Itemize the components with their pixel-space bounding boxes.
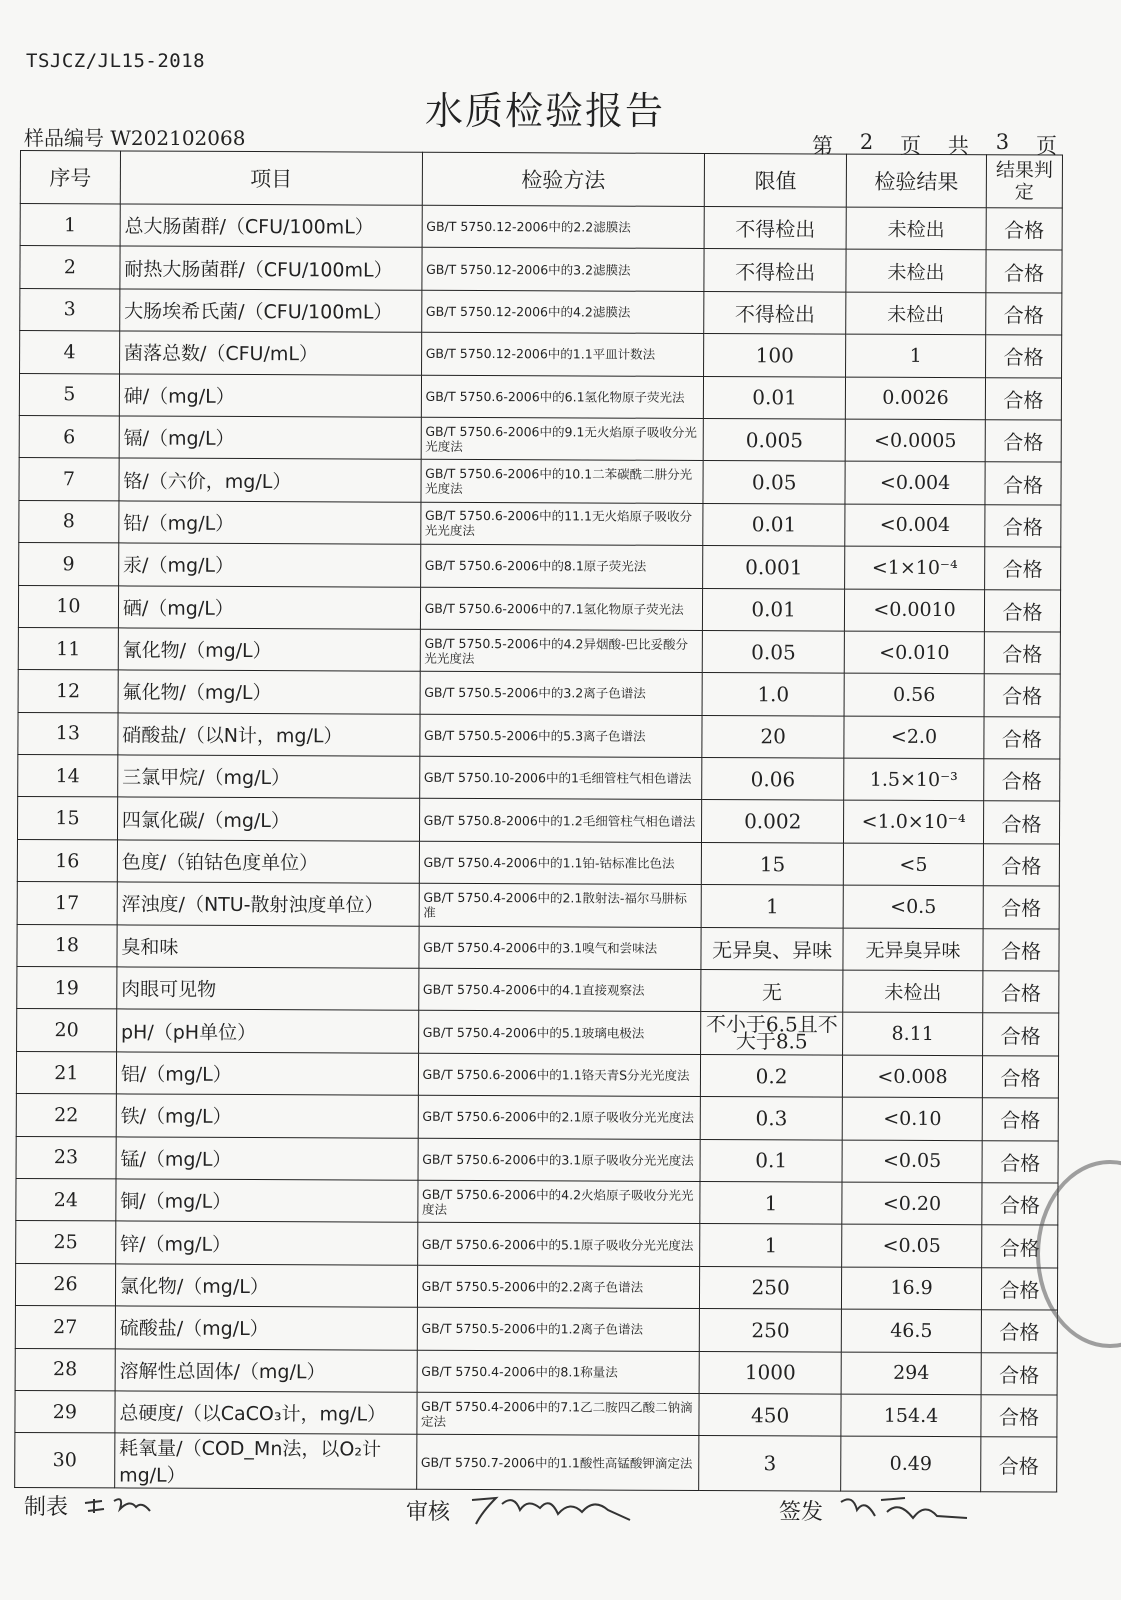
page-unit: 页 bbox=[900, 134, 922, 158]
row-result: 未检出 bbox=[846, 207, 986, 250]
row-result: <5 bbox=[843, 843, 983, 886]
row-method: GB/T 5750.6-2006中的9.1无火焰原子吸收分光光度法 bbox=[421, 417, 704, 461]
row-verdict: 合格 bbox=[981, 1395, 1057, 1438]
row-result: <0.0005 bbox=[845, 419, 985, 462]
document-code: TSJCZ/JL15-2018 bbox=[26, 50, 206, 72]
row-number: 11 bbox=[18, 627, 118, 670]
row-method: GB/T 5750.5-2006中的5.3离子色谱法 bbox=[419, 714, 702, 758]
row-verdict: 合格 bbox=[981, 1267, 1057, 1310]
row-result: <0.0010 bbox=[844, 589, 984, 632]
row-limit: 0.01 bbox=[703, 503, 845, 546]
page-prefix: 第 bbox=[812, 134, 833, 158]
row-result: <1.0×10⁻⁴ bbox=[844, 801, 984, 844]
row-verdict: 合格 bbox=[984, 589, 1060, 632]
row-item: 耐热大肠菌群/（CFU/100mL） bbox=[120, 246, 422, 290]
row-method: GB/T 5750.4-2006中的2.1散射法-福尔马肼标准 bbox=[419, 883, 702, 927]
row-verdict: 合格 bbox=[985, 547, 1061, 590]
table-row bbox=[16, 1221, 1058, 1268]
row-limit: 无 bbox=[701, 970, 843, 1013]
row-verdict: 合格 bbox=[984, 716, 1060, 759]
row-verdict: 合格 bbox=[985, 420, 1061, 463]
row-verdict: 合格 bbox=[983, 928, 1059, 971]
table-row bbox=[15, 1348, 1057, 1395]
row-method: GB/T 5750.12-2006中的1.1平皿计数法 bbox=[421, 332, 704, 376]
total-prefix: 共 bbox=[947, 134, 969, 158]
row-method: GB/T 5750.6-2006中的4.2火焰原子吸收分光光度法 bbox=[417, 1180, 700, 1224]
table-row bbox=[20, 288, 1062, 335]
page-number: 2 bbox=[859, 130, 874, 154]
row-limit: 1.0 bbox=[702, 673, 844, 716]
row-item: 铝/（mg/L） bbox=[116, 1052, 418, 1096]
row-number: 24 bbox=[16, 1178, 116, 1221]
row-limit: 0.002 bbox=[702, 800, 844, 843]
row-item: 硝酸盐/（以N计，mg/L） bbox=[118, 713, 420, 757]
header-method: 检验方法 bbox=[422, 152, 705, 206]
row-limit: 1 bbox=[700, 1224, 842, 1267]
table-row bbox=[16, 1094, 1058, 1141]
table-row bbox=[16, 1051, 1058, 1098]
row-result: 0.0026 bbox=[845, 377, 985, 420]
row-result: 8.11 bbox=[843, 1013, 983, 1056]
row-method: GB/T 5750.4-2006中的4.1直接观察法 bbox=[418, 968, 701, 1012]
row-method: GB/T 5750.5-2006中的2.2离子色谱法 bbox=[417, 1265, 700, 1309]
row-limit: 0.05 bbox=[702, 630, 844, 673]
row-number: 3 bbox=[20, 288, 120, 331]
row-verdict: 合格 bbox=[984, 632, 1060, 675]
row-verdict: 合格 bbox=[984, 674, 1060, 717]
row-result: 未检出 bbox=[846, 292, 986, 335]
row-number: 16 bbox=[17, 839, 117, 882]
row-item: 锰/（mg/L） bbox=[116, 1137, 418, 1181]
row-number: 2 bbox=[20, 246, 120, 289]
row-item: 铜/（mg/L） bbox=[116, 1179, 418, 1223]
row-limit: 0.06 bbox=[702, 758, 844, 801]
row-number: 26 bbox=[15, 1263, 115, 1306]
total-unit: 页 bbox=[1035, 134, 1057, 158]
row-item: 铅/（mg/L） bbox=[119, 501, 421, 545]
row-result: <0.20 bbox=[842, 1182, 982, 1225]
row-item: 铬/（六价，mg/L） bbox=[119, 458, 421, 502]
row-verdict: 合格 bbox=[986, 335, 1062, 378]
row-limit: 不得检出 bbox=[704, 291, 846, 334]
row-result: <1×10⁻⁴ bbox=[845, 546, 985, 589]
row-method: GB/T 5750.10-2006中的1毛细管柱气相色谱法 bbox=[419, 756, 702, 800]
row-method: GB/T 5750.6-2006中的7.1氢化物原子荧光法 bbox=[420, 587, 703, 631]
row-result: <2.0 bbox=[844, 716, 984, 759]
row-verdict: 合格 bbox=[982, 1225, 1058, 1268]
row-method: GB/T 5750.12-2006中的4.2滤膜法 bbox=[421, 290, 704, 334]
row-limit: 3 bbox=[699, 1436, 841, 1492]
table-row bbox=[18, 712, 1060, 759]
row-verdict: 合格 bbox=[981, 1437, 1057, 1492]
row-item: 色度/（铂钴色度单位） bbox=[117, 840, 419, 884]
table-header-row bbox=[20, 151, 1062, 209]
header-item: 项目 bbox=[120, 151, 422, 205]
reviewed-label: 审核 bbox=[406, 1499, 451, 1525]
issued-label: 签发 bbox=[779, 1499, 824, 1525]
row-limit: 不得检出 bbox=[704, 206, 846, 249]
row-method: GB/T 5750.6-2006中的3.1原子吸收分光光度法 bbox=[418, 1138, 701, 1182]
table-row bbox=[17, 1009, 1059, 1056]
total-pages: 3 bbox=[995, 130, 1010, 154]
row-result: <0.008 bbox=[842, 1055, 982, 1098]
row-result: <0.010 bbox=[844, 631, 984, 674]
report-title: 水质检验报告 bbox=[424, 89, 665, 133]
table-row bbox=[15, 1306, 1057, 1353]
table-row bbox=[16, 1136, 1058, 1183]
row-number: 4 bbox=[20, 331, 120, 374]
row-number: 8 bbox=[19, 500, 119, 543]
row-number: 18 bbox=[17, 924, 117, 967]
row-method: GB/T 5750.6-2006中的10.1二苯碳酰二肼分光光度法 bbox=[421, 460, 704, 504]
row-limit: 20 bbox=[702, 715, 844, 758]
row-result: 未检出 bbox=[843, 970, 983, 1013]
row-method: GB/T 5750.4-2006中的8.1称量法 bbox=[417, 1350, 700, 1394]
row-method: GB/T 5750.12-2006中的2.2滤膜法 bbox=[422, 205, 705, 249]
row-limit: 450 bbox=[699, 1393, 841, 1436]
row-number: 30 bbox=[15, 1433, 115, 1488]
row-limit: 0.005 bbox=[703, 418, 845, 461]
row-item: 硫酸盐/（mg/L） bbox=[115, 1306, 417, 1350]
row-item: 锌/（mg/L） bbox=[116, 1221, 418, 1265]
row-item: 硒/（mg/L） bbox=[118, 585, 420, 629]
table-row bbox=[17, 924, 1059, 971]
row-verdict: 合格 bbox=[986, 208, 1062, 251]
row-result: 16.9 bbox=[842, 1267, 982, 1310]
row-item: 氰化物/（mg/L） bbox=[118, 628, 420, 672]
row-item: 总硬度/（以CaCO₃计，mg/L） bbox=[115, 1391, 417, 1435]
row-method: GB/T 5750.4-2006中的3.1嗅气和尝味法 bbox=[419, 926, 702, 970]
row-method: GB/T 5750.4-2006中的7.1乙二胺四乙酸二钠滴定法 bbox=[417, 1392, 700, 1436]
issued-by bbox=[779, 1490, 975, 1530]
row-number: 10 bbox=[18, 585, 118, 628]
header-verdict: 结果判定 bbox=[986, 155, 1062, 208]
table-row bbox=[19, 543, 1061, 590]
row-result: 0.56 bbox=[844, 673, 984, 716]
table-row bbox=[19, 415, 1061, 462]
table-row bbox=[20, 204, 1062, 251]
table-row bbox=[17, 967, 1059, 1014]
results-table bbox=[14, 150, 1063, 1493]
row-result: 未检出 bbox=[846, 249, 986, 292]
row-limit: 0.05 bbox=[703, 461, 845, 504]
row-number: 7 bbox=[19, 458, 119, 501]
row-verdict: 合格 bbox=[985, 462, 1061, 505]
row-result: <0.10 bbox=[842, 1097, 982, 1140]
row-item: 氟化物/（mg/L） bbox=[118, 670, 420, 714]
row-item: 四氯化碳/（mg/L） bbox=[117, 797, 419, 841]
row-number: 5 bbox=[19, 373, 119, 416]
row-number: 1 bbox=[20, 204, 120, 247]
row-item: 肉眼可见物 bbox=[117, 967, 419, 1011]
row-number: 6 bbox=[19, 415, 119, 458]
header-result: 检验结果 bbox=[846, 154, 986, 208]
row-item: 砷/（mg/L） bbox=[119, 373, 421, 417]
row-result: 46.5 bbox=[841, 1309, 981, 1352]
row-method: GB/T 5750.7-2006中的1.1酸性高锰酸钾滴定法 bbox=[416, 1435, 699, 1491]
row-number: 29 bbox=[15, 1390, 115, 1433]
row-number: 14 bbox=[18, 755, 118, 798]
row-item: 菌落总数/（CFU/mL） bbox=[119, 331, 421, 375]
row-result: <0.5 bbox=[843, 885, 983, 928]
row-result: <0.05 bbox=[842, 1224, 982, 1267]
row-verdict: 合格 bbox=[984, 759, 1060, 802]
row-method: GB/T 5750.5-2006中的1.2离子色谱法 bbox=[417, 1307, 700, 1351]
row-item: 镉/（mg/L） bbox=[119, 416, 421, 460]
row-limit: 0.3 bbox=[700, 1097, 842, 1140]
row-verdict: 合格 bbox=[981, 1310, 1057, 1353]
table-row bbox=[17, 797, 1059, 844]
row-limit: 250 bbox=[700, 1266, 842, 1309]
row-result: <0.004 bbox=[845, 461, 985, 504]
row-item: 大肠埃希氏菌/（CFU/100mL） bbox=[120, 289, 422, 333]
table-row bbox=[19, 500, 1061, 547]
row-verdict: 合格 bbox=[982, 1140, 1058, 1183]
row-verdict: 合格 bbox=[986, 292, 1062, 335]
table-row bbox=[18, 670, 1060, 717]
row-verdict: 合格 bbox=[986, 250, 1062, 293]
row-verdict: 合格 bbox=[983, 1013, 1059, 1056]
sample-number-line bbox=[24, 122, 245, 151]
prepared-signature bbox=[80, 1491, 160, 1521]
row-verdict: 合格 bbox=[982, 1098, 1058, 1141]
row-limit: 1000 bbox=[699, 1351, 841, 1394]
results-body bbox=[15, 204, 1063, 1493]
row-verdict: 合格 bbox=[982, 1056, 1058, 1099]
table-row bbox=[15, 1433, 1057, 1493]
table-row bbox=[18, 627, 1060, 674]
row-number: 25 bbox=[16, 1221, 116, 1264]
row-method: GB/T 5750.4-2006中的1.1铂-钴标准比色法 bbox=[419, 841, 702, 885]
reviewed-signature bbox=[462, 1490, 642, 1530]
row-item: 总大肠菌群/（CFU/100mL） bbox=[120, 204, 422, 248]
row-method: GB/T 5750.6-2006中的2.1原子吸收分光光度法 bbox=[418, 1095, 701, 1139]
row-item: 溶解性总固体/（mg/L） bbox=[115, 1348, 417, 1392]
row-number: 21 bbox=[16, 1051, 116, 1094]
table-row bbox=[16, 1178, 1058, 1225]
row-method: GB/T 5750.8-2006中的1.2毛细管柱气相色谱法 bbox=[419, 799, 702, 843]
row-limit: 250 bbox=[699, 1309, 841, 1352]
row-item: pH/（pH单位） bbox=[116, 1009, 418, 1053]
row-method: GB/T 5750.6-2006中的11.1无火焰原子吸收分光光度法 bbox=[420, 502, 703, 546]
row-result: 1 bbox=[846, 334, 986, 377]
row-verdict: 合格 bbox=[983, 844, 1059, 887]
table-row bbox=[19, 373, 1061, 420]
row-method: GB/T 5750.6-2006中的8.1原子荧光法 bbox=[420, 544, 703, 588]
row-result: <0.004 bbox=[845, 504, 985, 547]
row-result: 1.5×10⁻³ bbox=[844, 758, 984, 801]
row-verdict: 合格 bbox=[983, 971, 1059, 1014]
row-item: 臭和味 bbox=[117, 925, 419, 969]
row-result: 154.4 bbox=[841, 1394, 981, 1437]
row-result: 294 bbox=[841, 1352, 981, 1395]
table-row bbox=[18, 585, 1060, 632]
row-number: 13 bbox=[18, 712, 118, 755]
row-method: GB/T 5750.12-2006中的3.2滤膜法 bbox=[422, 248, 705, 292]
row-number: 28 bbox=[15, 1348, 115, 1391]
row-item: 氯化物/（mg/L） bbox=[115, 1264, 417, 1308]
row-verdict: 合格 bbox=[985, 377, 1061, 420]
row-verdict: 合格 bbox=[983, 886, 1059, 929]
row-item: 浑浊度/（NTU-散射浊度单位） bbox=[117, 882, 419, 926]
row-limit: 15 bbox=[702, 842, 844, 885]
row-limit: 0.01 bbox=[704, 376, 846, 419]
prepared-by bbox=[24, 1490, 160, 1521]
row-number: 22 bbox=[16, 1094, 116, 1137]
row-result: 无异臭异味 bbox=[843, 928, 983, 971]
row-limit: 无异臭、异味 bbox=[701, 927, 843, 970]
header-limit: 限值 bbox=[704, 153, 846, 207]
row-verdict: 合格 bbox=[982, 1183, 1058, 1226]
row-limit: 100 bbox=[704, 334, 846, 377]
row-limit: 0.01 bbox=[703, 588, 845, 631]
row-number: 27 bbox=[15, 1306, 115, 1349]
row-method: GB/T 5750.5-2006中的4.2异烟酸-巴比妥酸分光光度法 bbox=[420, 629, 703, 673]
reviewed-by bbox=[406, 1490, 642, 1530]
header-no: 序号 bbox=[20, 151, 120, 204]
row-method: GB/T 5750.6-2006中的1.1铬天青S分光光度法 bbox=[418, 1053, 701, 1097]
row-limit: 0.2 bbox=[701, 1054, 843, 1097]
row-number: 17 bbox=[17, 882, 117, 925]
row-verdict: 合格 bbox=[985, 504, 1061, 547]
table-row bbox=[19, 458, 1061, 505]
row-limit: 0.001 bbox=[703, 546, 845, 589]
row-result: <0.05 bbox=[842, 1140, 982, 1183]
row-item: 铁/（mg/L） bbox=[116, 1094, 418, 1138]
table-row bbox=[18, 755, 1060, 802]
row-number: 19 bbox=[17, 967, 117, 1010]
table-row bbox=[20, 246, 1062, 293]
row-item: 三氯甲烷/（mg/L） bbox=[118, 755, 420, 799]
row-item: 耗氧量/（COD_Mn法，以O₂计mg/L） bbox=[115, 1433, 417, 1489]
row-verdict: 合格 bbox=[984, 801, 1060, 844]
row-number: 23 bbox=[16, 1136, 116, 1179]
issued-signature bbox=[835, 1490, 975, 1530]
row-method: GB/T 5750.6-2006中的6.1氢化物原子荧光法 bbox=[421, 375, 704, 419]
row-number: 12 bbox=[18, 670, 118, 713]
table-row bbox=[15, 1263, 1057, 1310]
prepared-label: 制表 bbox=[24, 1495, 69, 1520]
row-verdict: 合格 bbox=[981, 1352, 1057, 1395]
row-number: 9 bbox=[19, 543, 119, 586]
table-row bbox=[15, 1390, 1057, 1437]
row-limit: 不小于6.5且不大于8.5 bbox=[701, 1012, 843, 1055]
row-number: 20 bbox=[17, 1009, 117, 1052]
row-limit: 不得检出 bbox=[704, 249, 846, 292]
row-result: 0.49 bbox=[841, 1436, 981, 1492]
row-method: GB/T 5750.6-2006中的5.1原子吸收分光光度法 bbox=[417, 1223, 700, 1267]
row-limit: 0.1 bbox=[700, 1139, 842, 1182]
sample-number-value: W202102068 bbox=[110, 126, 246, 150]
table-row bbox=[17, 839, 1059, 886]
table-row bbox=[20, 331, 1062, 378]
row-method: GB/T 5750.5-2006中的3.2离子色谱法 bbox=[420, 672, 703, 716]
table-row bbox=[17, 882, 1059, 929]
row-limit: 1 bbox=[700, 1181, 842, 1224]
row-method: GB/T 5750.4-2006中的5.1玻璃电极法 bbox=[418, 1011, 701, 1055]
sample-number-label: 样品编号 bbox=[24, 126, 104, 150]
row-number: 15 bbox=[17, 797, 117, 840]
row-item: 汞/（mg/L） bbox=[118, 543, 420, 587]
row-limit: 1 bbox=[701, 885, 843, 928]
